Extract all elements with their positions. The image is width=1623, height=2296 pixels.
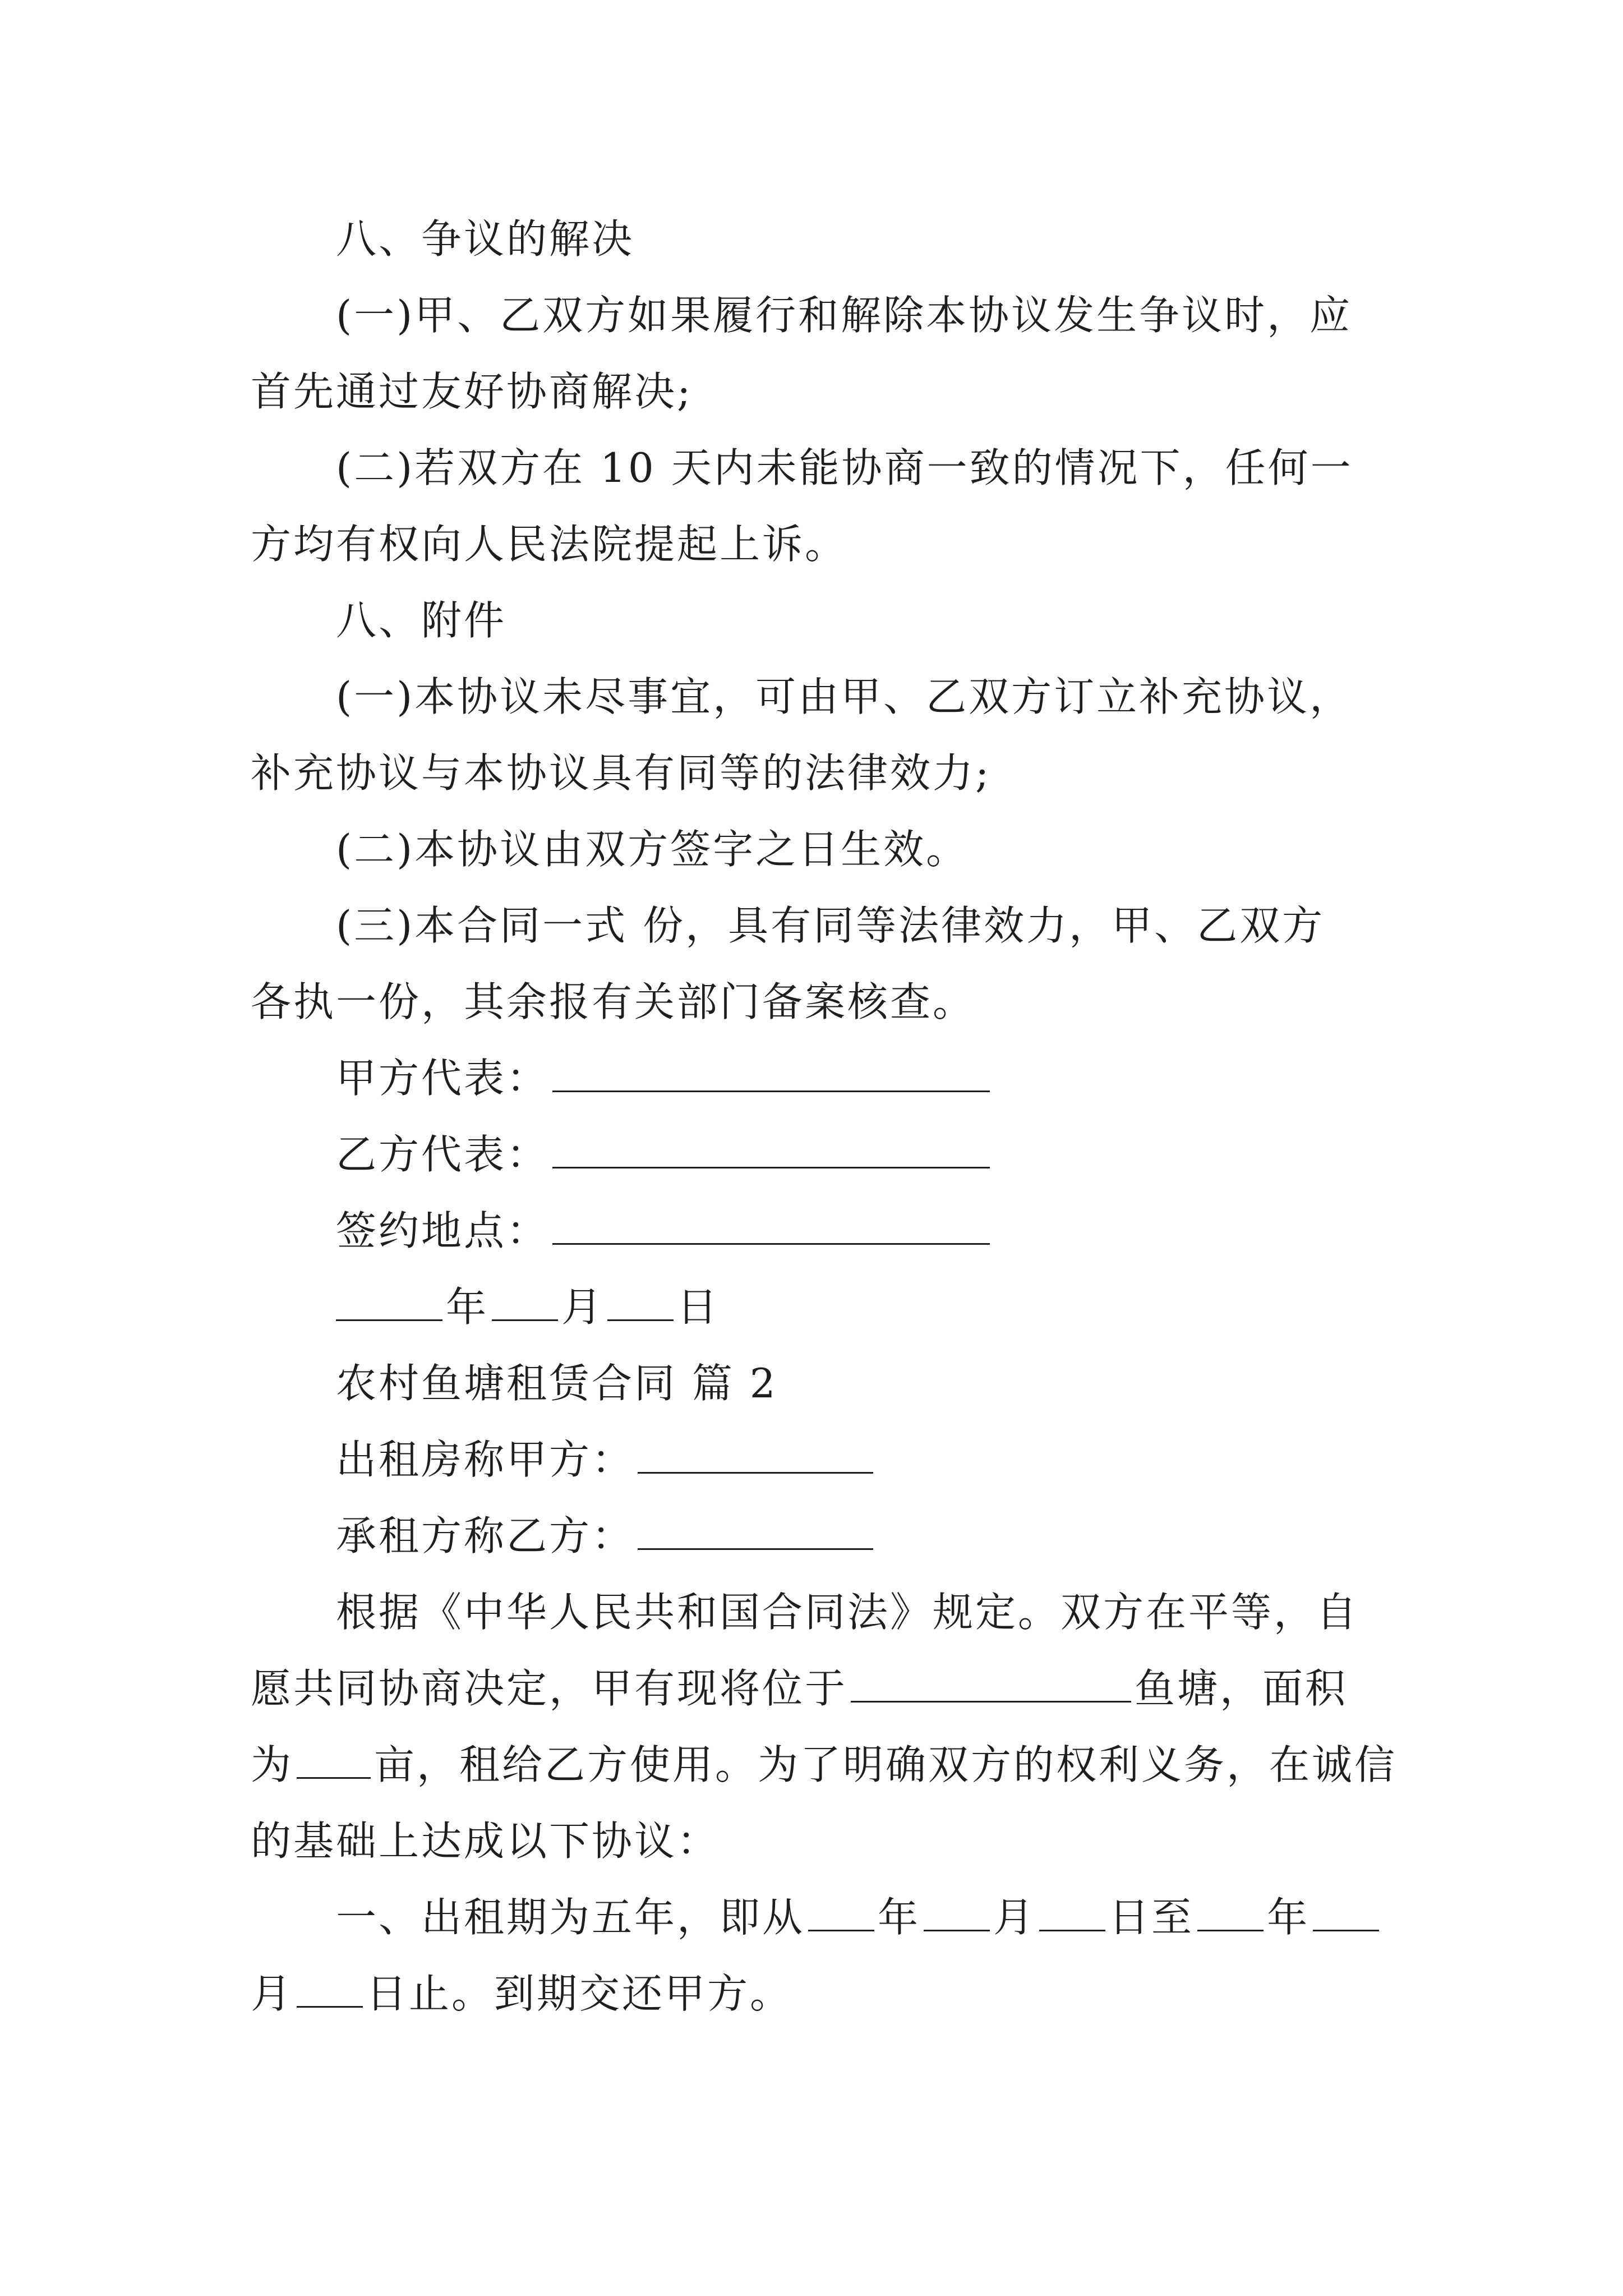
intro-area-pre: 为 (251, 1741, 294, 1788)
paragraph-line: (二)若双方在 10 天内未能协商一致的情况下，任何一 (336, 444, 1353, 491)
date-day-blank (607, 1279, 674, 1321)
party-b-rep-label: 乙方代表： (336, 1131, 550, 1178)
section-heading-dispute: 八、争议的解决 (336, 215, 635, 263)
intro-location-row (251, 1650, 1385, 1727)
term-end-text: 日止。到期交还甲方。 (366, 1970, 793, 2017)
date-year-blank (336, 1279, 442, 1321)
term-start-day-blank (1039, 1889, 1105, 1931)
paragraph-line: 根据《中华人民共和国合同法》规定。双方在平等，自 (336, 1589, 1359, 1636)
date-month-blank (492, 1279, 558, 1321)
term-start-month-label: 月 (993, 1894, 1036, 1941)
term-end-year-label: 年 (1267, 1894, 1310, 1941)
paragraph-line: 首先通过友好协商解决; (251, 368, 693, 415)
document-body (251, 201, 1398, 2032)
term-end-month-blank (1313, 1889, 1379, 1931)
paragraph-line: 方均有权向人民法院提起上诉。 (251, 521, 848, 568)
sign-place-row (251, 1193, 1385, 1269)
date-row (251, 1269, 1385, 1345)
pond-location-blank (851, 1660, 1131, 1703)
intro-area-text: 鱼塘，面积 (1135, 1665, 1348, 1712)
sign-place-label: 签约地点： (336, 1207, 550, 1254)
party-a-rep-row (251, 1040, 1385, 1116)
party-b-rep-blank (552, 1126, 990, 1168)
term-end-day-blank (297, 1966, 363, 2008)
date-year-label: 年 (446, 1283, 489, 1331)
term-end-month-label: 月 (251, 1970, 294, 2017)
party-a-rep-label: 甲方代表： (336, 1055, 550, 1102)
section-heading-annex: 八、附件 (336, 597, 507, 644)
term-start-month-blank (924, 1889, 990, 1931)
party-b-rep-row (251, 1116, 1385, 1193)
paragraph-line: 的基础上达成以下协议： (251, 1818, 720, 1865)
paragraph-line: 补充协议与本协议具有同等的法律效力; (251, 749, 992, 797)
intro-area-post: 亩，租给乙方使用。为了明确双方的权利义务，在诚信 (374, 1741, 1398, 1788)
date-month-label: 月 (561, 1283, 605, 1331)
party-a-rep-blank (552, 1050, 990, 1092)
term-text: 一、出租期为五年，即从 (336, 1894, 805, 1941)
sign-place-blank (552, 1203, 990, 1245)
intro-area-row (251, 1727, 1398, 1803)
date-day-label: 日 (677, 1283, 720, 1331)
term-start-year-blank (808, 1889, 874, 1931)
term-end-year-blank (1197, 1889, 1264, 1931)
paragraph-line: (二)本协议由双方签字之日生效。 (336, 826, 969, 873)
lessee-row (251, 1498, 1385, 1574)
lessor-label: 出租房称甲方： (336, 1436, 635, 1483)
paragraph-line: (一)甲、乙双方如果履行和解除本协议发生争议时，应 (336, 292, 1353, 339)
paragraph-line: 各执一份，其余报有关部门备案核查。 (251, 978, 976, 1025)
term-start-day-label: 日至 (1109, 1894, 1195, 1941)
lessee-label: 承租方称乙方： (336, 1512, 635, 1559)
term-row-1 (251, 1879, 1385, 1955)
pond-area-blank (297, 1737, 371, 1779)
paragraph-line: (三)本合同一式 份，具有同等法律效力，甲、乙双方 (336, 902, 1325, 949)
lessor-row (251, 1421, 1385, 1498)
lessee-blank (638, 1508, 873, 1550)
paragraph-line: (一)本协议未尽事宜，可由甲、乙双方订立补充协议， (336, 673, 1353, 720)
contract-2-title: 农村鱼塘租赁合同 篇 2 (336, 1360, 778, 1407)
term-row-2 (251, 1955, 1385, 2032)
intro-location-text: 愿共同协商决定，甲有现将位于 (251, 1665, 848, 1712)
term-start-year-label: 年 (878, 1894, 921, 1941)
lessor-blank (638, 1432, 873, 1474)
